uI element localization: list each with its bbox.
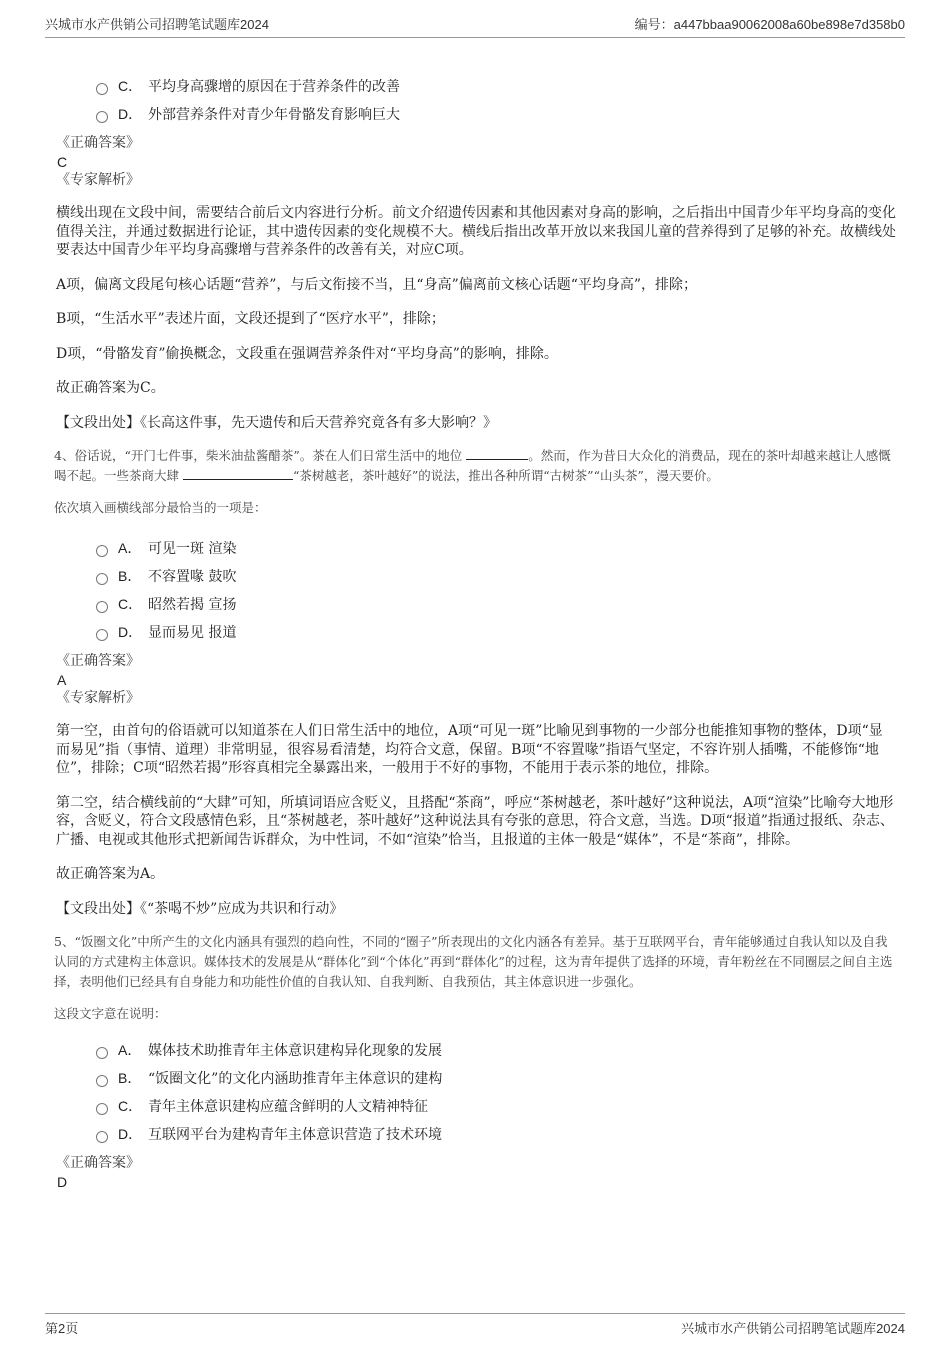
radio-icon[interactable] bbox=[96, 1075, 108, 1087]
q3-answer: C bbox=[57, 154, 68, 170]
q3-source: 【文段出处】《长高这件事，先天遗传和后天营养究竟各有多大影响？》 bbox=[56, 414, 497, 431]
q3-analysis-para: 故正确答案为C。 bbox=[56, 380, 165, 396]
page-footer bbox=[45, 1313, 905, 1337]
page-content bbox=[56, 72, 896, 1191]
footer-title: 兴城市水产供销公司招聘笔试题库2024 bbox=[681, 1321, 905, 1336]
q3-answer-label: 《正确答案》 bbox=[56, 135, 140, 151]
header-serial: 编号：a447bbaa90062008a60be898e7d358b0 bbox=[634, 17, 905, 32]
q5-prompt: 这段文字意在说明： bbox=[54, 1006, 167, 1021]
q3-analysis-para: B项，“生活水平”表述片面，文段还提到了“医疗水平”，排除； bbox=[56, 311, 445, 327]
radio-icon[interactable] bbox=[96, 629, 108, 641]
q5-stem: 5、“饭圈文化”中所产生的文化内涵具有强烈的趋向性，不同的“圈子”所表现出的文化内涵各有差异。基于互联网平台，青年能够通过自我认知以及自我认同的方式建构主体意识。媒体技术的发展是从“群体化”到“个体化”再到“群体化”的过程，这为青年提供了选择的环境，青年粉丝在不同圈层之间自主选择，表明他们已经具有自身能力和功能性价值的自我认知、自我判断、自我预估，其主体意识进一步强化。 bbox=[54, 934, 893, 989]
radio-icon[interactable] bbox=[96, 573, 108, 585]
q4-prompt: 依次填入画横线部分最恰当的一项是： bbox=[54, 500, 267, 515]
q4-answer-label: 《正确答案》 bbox=[56, 653, 140, 669]
q4-answer: A bbox=[57, 672, 67, 688]
q4-option-a[interactable]: A． 可见一斑 渲染 bbox=[96, 534, 896, 562]
radio-icon[interactable] bbox=[96, 545, 108, 557]
q3-options bbox=[56, 72, 896, 128]
q3-analysis-label: 《专家解析》 bbox=[56, 172, 140, 188]
q4-options bbox=[56, 534, 896, 646]
radio-icon[interactable] bbox=[96, 1047, 108, 1059]
q3-analysis-para: 横线出现在文段中间，需要结合前后文内容进行分析。前文介绍遗传因素和其他因素对身高的影响，之后指出中国青少年平均身高的变化值得关注，并通过数据进行论证，其中遗传因素的变化规模不大。横线后指出改革开放以来我国儿童的营养得到了足够的补充。故横线处要表达中国青少年平均身高骤增与营养条件的改善有关，对应C项。 bbox=[56, 205, 896, 258]
q5-answer: D bbox=[57, 1174, 68, 1190]
blank-line bbox=[183, 467, 293, 480]
q3-analysis-para: D项，“骨骼发育”偷换概念，文段重在强调营养条件对“平均身高”的影响，排除。 bbox=[56, 345, 558, 362]
q3-option-c[interactable]: C． 平均身高骤增的原因在于营养条件的改善 bbox=[96, 72, 896, 100]
q5-options bbox=[56, 1036, 896, 1148]
q4-option-d[interactable]: D． 显而易见 报道 bbox=[96, 618, 896, 646]
q4-analysis-para: 故正确答案为A。 bbox=[56, 866, 165, 882]
page-header bbox=[45, 14, 905, 38]
radio-icon[interactable] bbox=[96, 83, 108, 95]
q4-option-c[interactable]: C． 昭然若揭 宣扬 bbox=[96, 590, 896, 618]
q4-analysis-label: 《专家解析》 bbox=[56, 690, 140, 706]
radio-icon[interactable] bbox=[96, 1131, 108, 1143]
q4-analysis-para: 第二空，结合横线前的“大肆”可知，所填词语应含贬义，且搭配“茶商”，呼应“茶树越老，茶叶越好”这种说法，A项“渲染”比喻夸大地形容，含贬义，符合文段感情色彩，且“茶树越老，茶叶越好”这种说法具有夸张的意思，符合文意，当选。D项“报道”指通过报纸、杂志、广播、电视或其他形式把新闻告诉群众，为中性词，不如“渲染”恰当，且报道的主体一般是“媒体”，不是“茶商”，排除。 bbox=[56, 794, 894, 848]
q5-answer-label: 《正确答案》 bbox=[56, 1155, 140, 1171]
q3-option-d[interactable]: D． 外部营养条件对青少年骨骼发育影响巨大 bbox=[96, 100, 896, 128]
q5-option-c[interactable]: C． 青年主体意识建构应蕴含鲜明的人文精神特征 bbox=[96, 1092, 896, 1120]
q5-option-b[interactable]: B． “饭圈文化”的文化内涵助推青年主体意识的建构 bbox=[96, 1064, 896, 1092]
radio-icon[interactable] bbox=[96, 1103, 108, 1115]
q5-option-d[interactable]: D． 互联网平台为建构青年主体意识营造了技术环境 bbox=[96, 1120, 896, 1148]
q4-stem: 4、俗话说，“开门七件事，柴米油盐酱醋茶”。茶在人们日常生活中的地位 。然而，作为昔日大众化的消费品，现在的茶叶却越来越让人感慨喝不起。一些茶商大肆 “茶树越老，茶叶越好”的说法，推出各种所谓“古树茶”“山头茶”，漫天要价。 bbox=[54, 448, 891, 483]
q3-analysis-para: A项，偏离文段尾句核心话题“营养”，与后文衔接不当，且“身高”偏离前文核心话题“平均身高”，排除； bbox=[56, 276, 698, 293]
header-title: 兴城市水产供销公司招聘笔试题库2024 bbox=[45, 17, 269, 32]
q4-analysis-para: 第一空，由首句的俗语就可以知道茶在人们日常生活中的地位，A项“可见一斑”比喻见到事物的一少部分也能推知事物的整体，D项“显而易见”指（事情、道理）非常明显，很容易看清楚，均符合文意，保留。B项“不容置喙”指语气坚定，不容许别人插嘴，不能修饰“地位”，排除；C项“昭然若揭”形容真相完全暴露出来，一般用于不好的事物，不能用于表示茶的地位，排除。 bbox=[56, 723, 883, 776]
page-number: 第2页 bbox=[45, 1321, 79, 1336]
radio-icon[interactable] bbox=[96, 111, 108, 123]
q5-option-a[interactable]: A． 媒体技术助推青年主体意识建构异化现象的发展 bbox=[96, 1036, 896, 1064]
q4-option-b[interactable]: B． 不容置喙 鼓吹 bbox=[96, 562, 896, 590]
radio-icon[interactable] bbox=[96, 601, 108, 613]
q4-source: 【文段出处】《“茶喝不炒”应成为共识和行动》 bbox=[56, 900, 344, 917]
blank-line bbox=[466, 447, 528, 460]
